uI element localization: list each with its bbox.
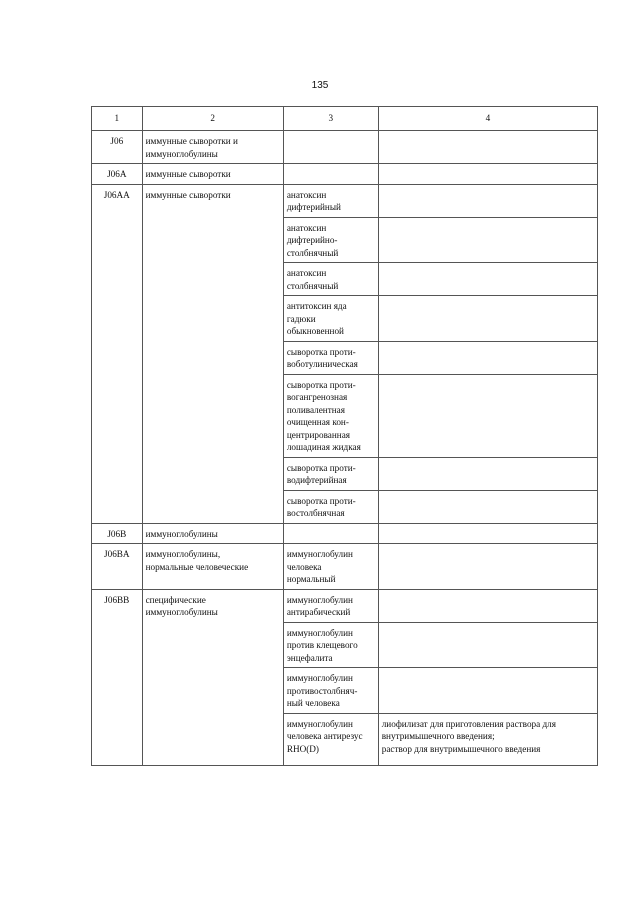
atc-group-name: специфические иммуноглобулины <box>142 589 283 765</box>
dosage-form <box>378 217 597 263</box>
drug-name: сыворотка проти- вогангренозная поливалентная очищенная кон- центрированная лошадиная жидкая <box>283 374 378 457</box>
table-row <box>92 544 598 590</box>
atc-group-name: иммунные сыворотки <box>142 184 283 523</box>
atc-code: J06AA <box>92 184 143 523</box>
column-header-4: 4 <box>378 107 597 131</box>
drug-name <box>283 131 378 164</box>
drug-name: анатоксин дифтерийно- столбнячный <box>283 217 378 263</box>
drug-name: сыворотка проти- воботулиническая <box>283 341 378 374</box>
column-header-1: 1 <box>92 107 143 131</box>
drug-name: иммуноглобулин противостолбняч- ный человека <box>283 668 378 714</box>
drug-name <box>283 523 378 544</box>
drug-name: анатоксин дифтерийный <box>283 184 378 217</box>
drug-name: иммуноглобулин человека антирезус RHO(D) <box>283 713 378 765</box>
table-row <box>92 131 598 164</box>
atc-code: J06 <box>92 131 143 164</box>
dosage-form <box>378 164 597 185</box>
dosage-form <box>378 263 597 296</box>
dosage-form <box>378 184 597 217</box>
page-number: 135 <box>311 80 329 91</box>
drug-classification-table <box>91 106 598 766</box>
table-row <box>92 589 598 622</box>
atc-group-name: иммунные сыворотки <box>142 164 283 185</box>
drug-name: анатоксин столбнячный <box>283 263 378 296</box>
atc-code: J06BB <box>92 589 143 765</box>
drug-name: антитоксин яда гадюки обыкновенной <box>283 296 378 342</box>
drug-name <box>283 164 378 185</box>
drug-name: иммуноглобулин человека нормальный <box>283 544 378 590</box>
atc-code: J06A <box>92 164 143 185</box>
drug-name: иммуноглобулин против клещевого энцефалита <box>283 622 378 668</box>
atc-group-name: иммуноглобулины <box>142 523 283 544</box>
dosage-form <box>378 523 597 544</box>
column-header-3: 3 <box>283 107 378 131</box>
column-header-2: 2 <box>142 107 283 131</box>
atc-group-name: иммуноглобулины, нормальные человеческие <box>142 544 283 590</box>
atc-code: J06BA <box>92 544 143 590</box>
dosage-form <box>378 131 597 164</box>
dosage-form <box>378 589 597 622</box>
table-header-row <box>92 107 598 131</box>
table-row <box>92 164 598 185</box>
atc-code: J06B <box>92 523 143 544</box>
dosage-form <box>378 374 597 457</box>
dosage-form <box>378 490 597 523</box>
atc-group-name: иммунные сыворотки и иммуноглобулины <box>142 131 283 164</box>
drug-name: сыворотка проти- востолбнячная <box>283 490 378 523</box>
dosage-form <box>378 544 597 590</box>
table-row <box>92 523 598 544</box>
dosage-form: лиофилизат для приготовления раствора для внутримышечного введения; раствор для внутримышечного введения <box>378 713 597 765</box>
table-row <box>92 184 598 217</box>
dosage-form <box>378 622 597 668</box>
dosage-form <box>378 296 597 342</box>
drug-name: сыворотка проти- водифтерийная <box>283 457 378 490</box>
dosage-form <box>378 668 597 714</box>
dosage-form <box>378 341 597 374</box>
drug-name: иммуноглобулин антирабический <box>283 589 378 622</box>
dosage-form <box>378 457 597 490</box>
